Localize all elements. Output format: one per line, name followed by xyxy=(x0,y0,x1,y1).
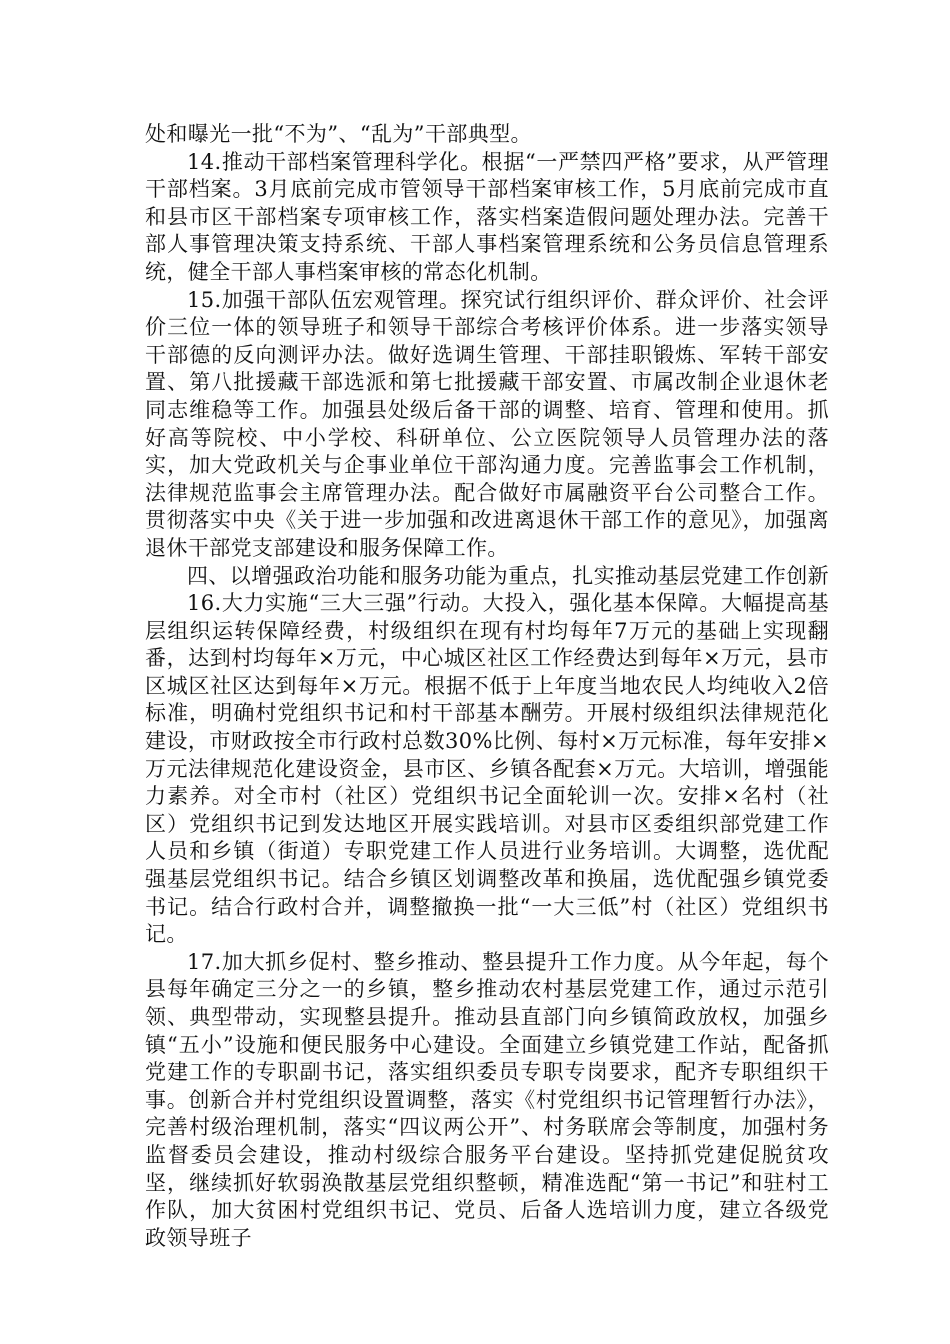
paragraph-item-14: 14.推动干部档案管理科学化。根据“一严禁四严格”要求，从严管理干部档案。3月底前完成市管领导干部档案审核工作，5月底前完成市直和县市区干部档案专项审核工作，落实档案造假问题处理办法。完善干部人事管理决策支持系统、干部人事档案管理系统和公务员信息管理系统，健全干部人事档案审核的常态化机制。 xyxy=(145,149,829,284)
document-body xyxy=(145,121,829,1252)
paragraph-item-16: 16.大力实施“三大三强”行动。大投入，强化基本保障。大幅提高基层组织运转保障经费，村级组织在现有村均每年7万元的基础上实现翻番，达到村均每年×万元，中心城区社区工作经费达到每年×万元，县市区城区社区达到每年×万元。根据不低于上年度当地农民人均纯收入2倍标准，明确村党组织书记和村干部基本酬劳。开展村级组织法律规范化建设，市财政按全市行政村总数30%比例、每村×万元标准，每年安排×万元法律规范化建设资金，县市区、乡镇各配套×万元。大培训，增强能力素养。对全市村（社区）党组织书记全面轮训一次。安排×名村（社区）党组织书记到发达地区开展实践培训。对县市区委组织部党建工作人员和乡镇（街道）专职党建工作人员进行业务培训。大调整，选优配强基层党组织书记。结合乡镇区划调整改革和换届，选优配强乡镇党委书记。结合行政村合并，调整撤换一批“一大三低”村（社区）党组织书记。 xyxy=(145,591,829,947)
section-heading-4: 四、以增强政治功能和服务功能为重点，扎实推动基层党建工作创新 xyxy=(187,563,829,588)
paragraph-item-17: 17.加大抓乡促村、整乡推动、整县提升工作力度。从今年起，每个县每年确定三分之一的乡镇，整乡推动农村基层党建工作，通过示范引领、典型带动，实现整县提升。推动县直部门向乡镇简政放权，加强乡镇“五小”设施和便民服务中心建设。全面建立乡镇党建工作站，配备抓党建工作的专职副书记，落实组织委员专职专岗要求，配齐专职组织干事。创新合并村党组织设置调整，落实《村党组织书记管理暂行办法》，完善村级治理机制，落实“四议两公开”、村务联席会等制度，加强村务监督委员会建设，推动村级综合服务平台建设。坚持抓党建促脱贫攻坚，继续抓好软弱涣散基层党组织整顿，精准选配“第一书记”和驻村工作队，加大贫困村党组织书记、党员、后备人选培训力度，建立各级党政领导班子 xyxy=(145,949,829,1250)
paragraph-item-15: 15.加强干部队伍宏观管理。探究试行组织评价、群众评价、社会评价三位一体的领导班子和领导干部综合考核评价体系。进一步落实领导干部德的反向测评办法。做好选调生管理、干部挂职锻炼、军转干部安置、第八批援藏干部选派和第七批援藏干部安置、市属改制企业退休老同志维稳等工作。加强县处级后备干部的调整、培育、管理和使用。抓好高等院校、中小学校、科研单位、公立医院领导人员管理办法的落实，加大党政机关与企事业单位干部沟通力度。完善监事会工作机制，法律规范监事会主席管理办法。配合做好市属融资平台公司整合工作。贯彻落实中央《关于进一步加强和改进离退休干部工作的意见》，加强离退休干部党支部建设和服务保障工作。 xyxy=(145,287,829,560)
paragraph-continuation: 处和曝光一批“不为”、“乱为”干部典型。 xyxy=(145,122,532,146)
